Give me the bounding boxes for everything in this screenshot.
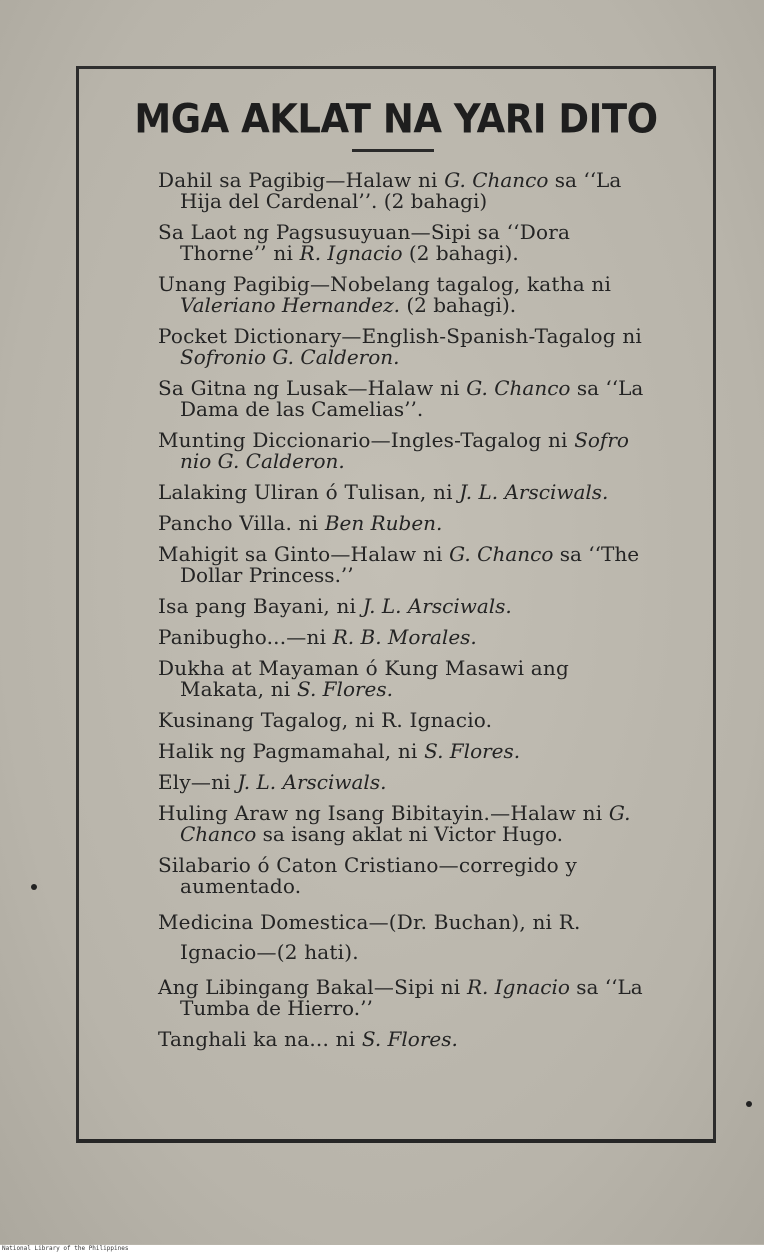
book-author: Ben Ruben. [324,511,443,535]
book-entry [158,658,658,700]
book-author: R. B. Morales. [332,625,477,649]
book-author: G. Chanco [444,168,549,192]
book-title: Silabario ó Caton Cristiano—corregido y aumentado. [158,853,577,898]
book-author: S. Flores. [361,1027,458,1051]
book-title: Dahil sa Pagibig—Halaw ni [158,168,445,192]
book-entry [158,170,658,212]
book-entry [158,222,658,264]
book-entry [158,1029,658,1050]
book-entry [158,596,658,617]
page-heading: MGA AKLAT NA YARI DITO [134,96,658,143]
book-author: G. Chanco [466,376,571,400]
book-entry [158,977,658,1019]
book-note: (2 bahagi). [399,293,517,317]
book-entry [158,627,658,648]
ink-speck [746,1101,752,1107]
book-title: Mahigit sa Ginto—Halaw ni [158,542,450,566]
book-title: Ang Libingang Bakal—Sipi ni [158,975,467,999]
book-entry [158,741,658,762]
book-entry [158,326,658,368]
book-author: Sofro nio G. Calderon. [180,428,629,473]
book-entry [158,803,658,845]
book-author: Valeriano Hernandez. [180,293,400,317]
book-note: sa ‘‘The Dollar Princess.’’ [180,542,640,587]
book-author: J. L. Arsciwals. [459,480,609,504]
book-title: Dukha at Mayaman ó Kung Masawi ang Makata, ni [158,656,569,701]
book-author: G. Chanco [180,801,631,846]
book-author: Sofronio G. Calderon. [180,345,400,369]
book-title: Pancho Villa. ni [158,511,325,535]
book-title: Munting Diccionario—Ingles-Tagalog ni [158,428,575,452]
heading-rule [352,149,434,152]
ink-speck [31,884,37,890]
book-entry [158,378,658,420]
book-entry [158,907,658,967]
book-entry [158,513,658,534]
book-author: S. Flores. [296,677,394,701]
book-title: Medicina Domestica—(Dr. Buchan), ni R. Ignacio—(2 hati). [158,910,581,964]
book-note: (2 bahagi). [402,241,519,265]
book-entry [158,772,658,793]
book-entry [158,855,658,897]
book-title: Lalaking Uliran ó Tulisan, ni [158,480,460,504]
book-list [158,170,658,1060]
book-entry [158,274,658,316]
book-author: J. L. Arsciwals. [362,594,512,618]
book-title: Huling Araw ng Isang Bibitayin.—Halaw ni [158,801,609,825]
library-credit: National Library of the Philippines [0,1245,764,1253]
book-author: G. Chanco [449,542,554,566]
book-title: Panibugho...—ni [158,625,333,649]
book-entry [158,430,658,472]
book-note: sa isang aklat ni Victor Hugo. [256,822,564,846]
book-title: Sa Laot ng Pagsusuyuan—Sipi sa ‘‘Dora Thorne’’ ni [158,220,571,265]
book-title: Ely—ni [158,770,238,794]
book-author: R. Ignacio [299,241,403,265]
book-note: sa ‘‘La Hija del Cardenal’’. (2 bahagi) [180,168,622,213]
book-note: sa ‘‘La Dama de las Camelias’’. [180,376,644,421]
book-entry [158,482,658,503]
book-title: Unang Pagibig—Nobelang tagalog, katha ni [158,272,612,296]
book-author: J. L. Arsciwals. [237,770,387,794]
book-author: S. Flores. [424,739,521,763]
book-title: Tanghali ka na... ni [158,1027,362,1051]
book-title: Halik ng Pagmamahal, ni [158,739,425,763]
book-title: Kusinang Tagalog, ni R. Ignacio. [158,708,493,732]
book-entry [158,544,658,586]
book-title: Isa pang Bayani, ni [158,594,363,618]
book-title: Pocket Dictionary—English-Spanish-Tagalog ni [158,324,642,348]
book-author: R. Ignacio [466,975,570,999]
book-title: Sa Gitna ng Lusak—Halaw ni [158,376,467,400]
book-note: sa ‘‘La Tumba de Hierro.’’ [180,975,643,1020]
book-entry [158,710,658,731]
